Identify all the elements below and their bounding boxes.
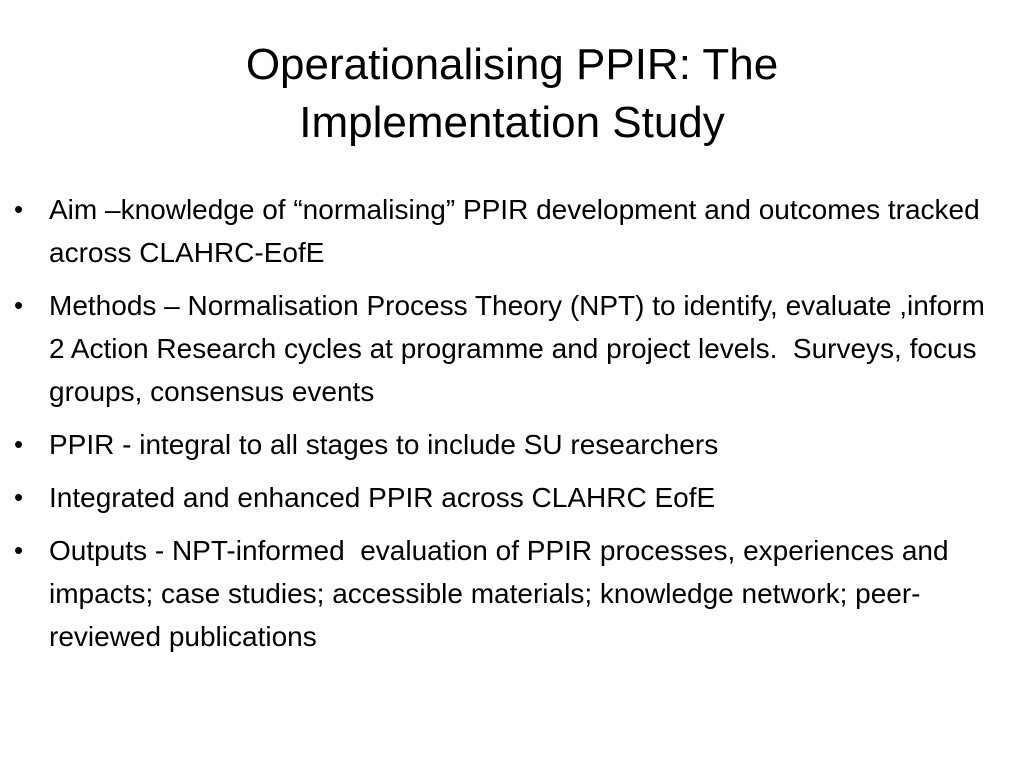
- bullet-text: PPIR - integral to all stages to include SU researchers: [49, 429, 719, 460]
- bullet-item-integrated: [0, 476, 1000, 519]
- bullet-text: Aim –knowledge of “normalising” PPIR development and outcomes tracked across CLAHRC-EofE: [49, 194, 988, 268]
- slide-title: [60, 36, 964, 152]
- bullet-item-aim: [0, 188, 1000, 274]
- bullet-icon: •: [14, 194, 24, 224]
- bullet-icon: •: [14, 535, 24, 565]
- bullet-icon: •: [14, 429, 24, 459]
- bullet-item-outputs: [0, 529, 1000, 658]
- bullet-item-ppir: [0, 423, 1000, 466]
- title-line-2: Implementation Study: [299, 98, 725, 147]
- bullet-icon: •: [14, 290, 24, 320]
- bullet-text: Methods – Normalisation Process Theory (NPT) to identify, evaluate ,inform 2 Action Research cycles at programme and project levels. Surveys, focus groups, consensus events: [49, 290, 993, 407]
- bullet-icon: •: [14, 482, 24, 512]
- bullet-text: Outputs - NPT-informed evaluation of PPIR processes, experiences and impacts; case studies; accessible materials; knowledge network; peer-reviewed publications: [49, 535, 957, 652]
- bullet-text: Integrated and enhanced PPIR across CLAHRC EofE: [49, 482, 716, 513]
- bullet-list: [0, 188, 1000, 668]
- title-line-1: Operationalising PPIR: The: [245, 40, 779, 89]
- bullet-item-methods: [0, 284, 1000, 413]
